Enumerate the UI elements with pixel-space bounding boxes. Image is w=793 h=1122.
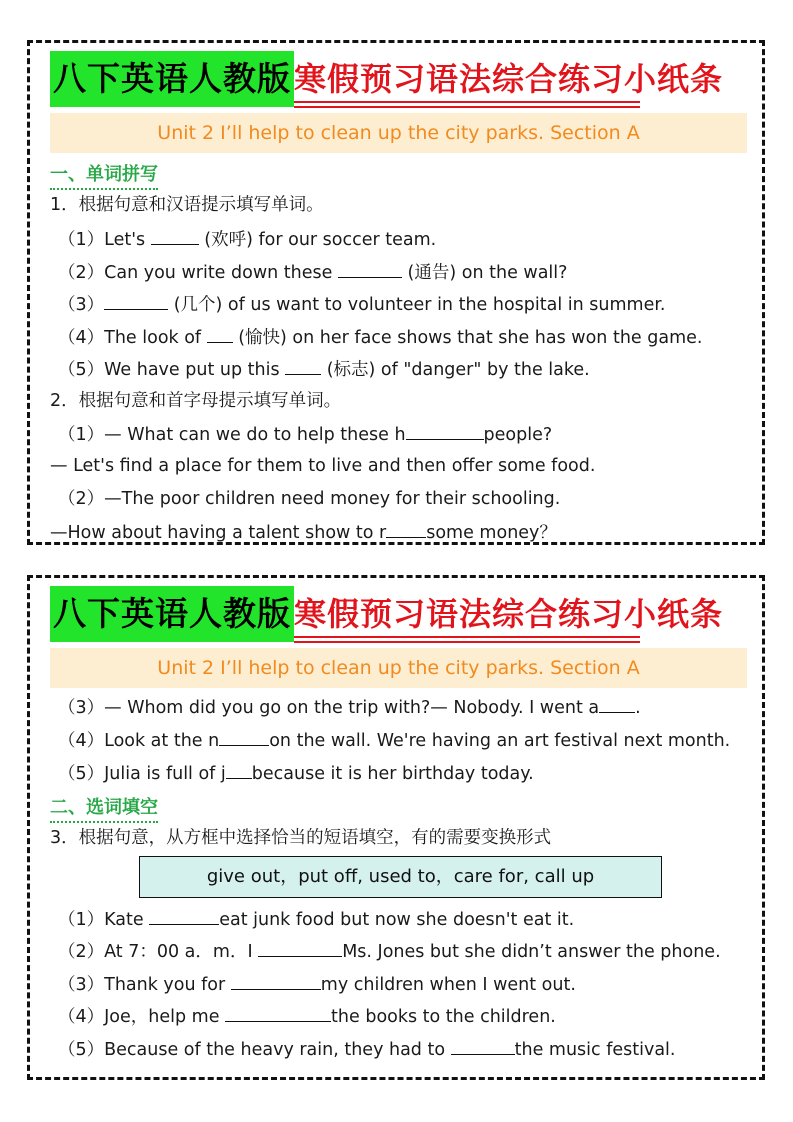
unit-heading: Unit 2 I’ll help to clean up the city parks. Section A xyxy=(50,648,747,688)
q1-item-3: （3） (几个) of us want to volunteer in the hospital in summer. xyxy=(58,291,666,317)
section-heading-text: 一、单词拼写 xyxy=(50,164,158,185)
section-heading-text: 二、选词填空 xyxy=(50,797,158,818)
title-underline xyxy=(294,636,640,643)
q1-item-2: （2）Can you write down these (通告) on the wall? xyxy=(58,259,567,285)
q1-item-1: （1）Let's (欢呼) for our soccer team. xyxy=(58,226,436,252)
answer-blank[interactable] xyxy=(151,226,199,245)
q3-item-5: （5）Because of the heavy rain, they had to the music festival. xyxy=(58,1036,675,1062)
title-banner xyxy=(50,586,750,642)
section-heading-vocabulary xyxy=(50,160,158,186)
answer-blank[interactable] xyxy=(599,694,635,713)
answer-blank[interactable] xyxy=(285,356,321,375)
section-heading-word-choice xyxy=(50,793,158,819)
q2-item-1-reply: — Let's find a place for them to live and then offer some food. xyxy=(50,456,596,476)
worksheet-card-1 xyxy=(27,40,765,545)
q1-item-4: （4）The look of (愉快) on her face shows that she has won the game. xyxy=(58,324,702,350)
q3-item-1: （1）Kate eat junk food but now she doesn't eat it. xyxy=(58,906,574,932)
question-2-heading: 2．根据句意和首字母提示填写单词。 xyxy=(50,391,342,411)
answer-blank[interactable] xyxy=(225,1003,331,1022)
title-grade-label: 八下英语人教版 xyxy=(50,51,294,107)
question-3-heading: 3．根据句意，从方框中选择恰当的短语填空，有的需要变换形式 xyxy=(50,828,552,848)
answer-blank[interactable] xyxy=(104,291,168,310)
answer-blank[interactable] xyxy=(338,259,402,278)
worksheet-card-2 xyxy=(27,575,765,1080)
title-exercise-label: 寒假预习语法综合练习小纸条 xyxy=(294,595,724,633)
answer-blank[interactable] xyxy=(451,1036,515,1055)
q2-item-2-reply: —How about having a talent show to r some money？ xyxy=(50,519,557,545)
answer-blank[interactable] xyxy=(207,324,233,343)
q2-item-3: （3）— Whom did you go on the trip with?— Nobody. I went a . xyxy=(58,694,641,720)
answer-blank[interactable] xyxy=(406,421,484,440)
q2-item-1: （1）— What can we do to help these h people? xyxy=(58,421,552,447)
title-banner xyxy=(50,51,750,107)
title-grade-label: 八下英语人教版 xyxy=(50,586,294,642)
answer-blank[interactable] xyxy=(258,938,342,957)
title-exercise-label: 寒假预习语法综合练习小纸条 xyxy=(294,60,724,98)
q2-item-5: （5）Julia is full of j because it is her birthday today. xyxy=(58,760,534,786)
title-underline xyxy=(294,101,640,108)
answer-blank[interactable] xyxy=(149,906,219,925)
phrase-bank-box: give out，put off, used to，care for, call up xyxy=(139,856,662,898)
q3-item-4: （4）Joe，help me the books to the children. xyxy=(58,1003,556,1029)
answer-blank[interactable] xyxy=(386,519,426,538)
q3-item-3: （3）Thank you for my children when I went out. xyxy=(58,971,576,997)
answer-blank[interactable] xyxy=(231,971,321,990)
answer-blank[interactable] xyxy=(226,760,252,779)
q1-item-5: （5）We have put up this (标志) of "danger" by the lake. xyxy=(58,356,590,382)
q2-item-2: （2）—The poor children need money for their schooling. xyxy=(58,489,561,509)
unit-heading: Unit 2 I’ll help to clean up the city parks. Section A xyxy=(50,113,747,153)
answer-blank[interactable] xyxy=(219,727,269,746)
q3-item-2: （2）At 7：00 a．m．I Ms. Jones but she didn’t answer the phone. xyxy=(58,938,721,964)
question-1-heading: 1．根据句意和汉语提示填写单词。 xyxy=(50,195,324,215)
q2-item-4: （4）Look at the n on the wall. We're having an art festival next month. xyxy=(58,727,730,753)
